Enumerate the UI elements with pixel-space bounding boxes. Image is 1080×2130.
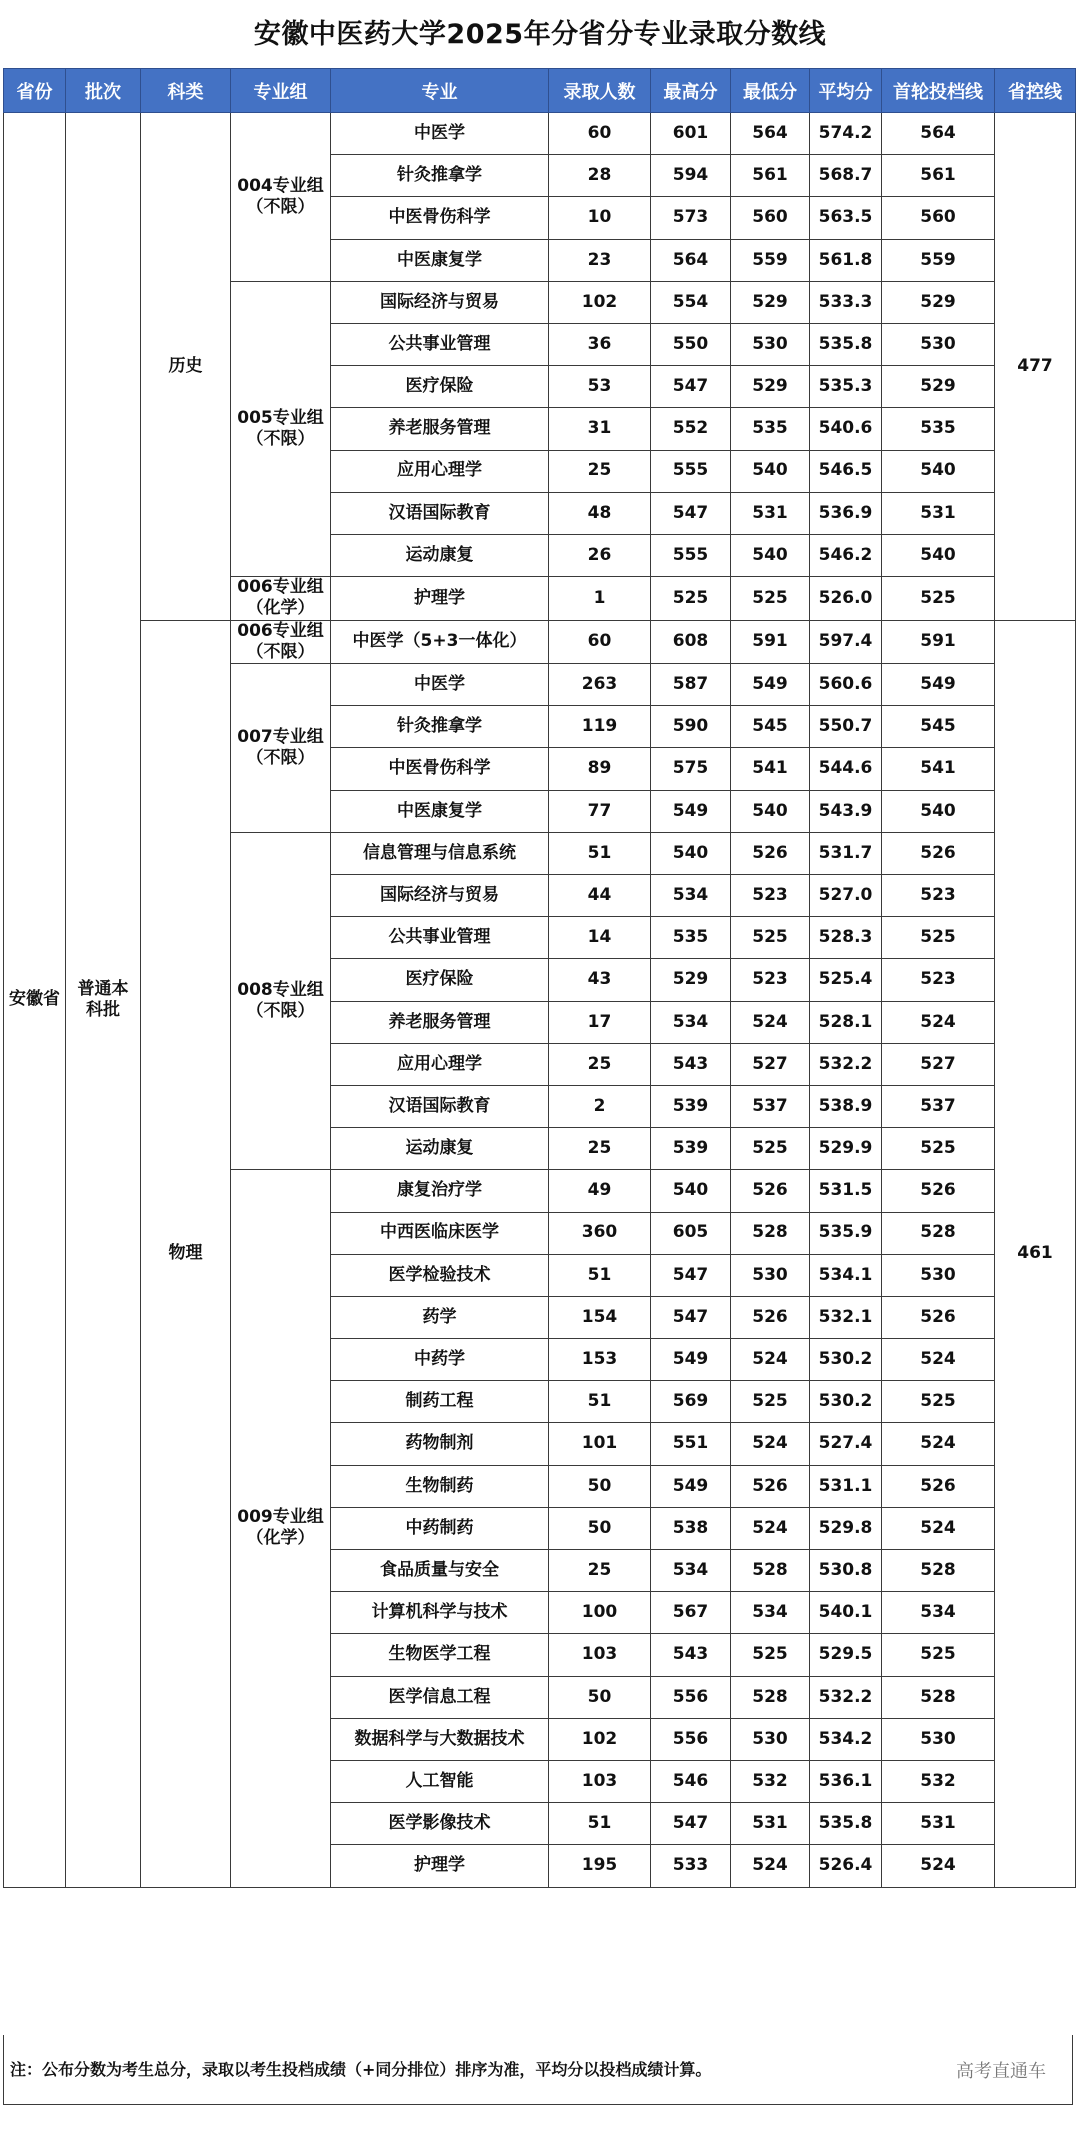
max-score-cell: 547 [651,1803,731,1845]
first-line-cell: 540 [882,534,995,576]
count-cell: 28 [549,155,651,197]
avg-score-cell: 536.9 [810,492,882,534]
first-line-cell: 535 [882,408,995,450]
max-score-cell: 540 [651,832,731,874]
min-score-cell: 526 [731,1296,810,1338]
min-score-cell: 560 [731,197,810,239]
min-score-cell: 529 [731,281,810,323]
group-cell: 005专业组（不限） [231,281,331,576]
first-line-cell: 526 [882,832,995,874]
count-cell: 51 [549,1254,651,1296]
avg-score-cell: 534.2 [810,1718,882,1760]
major-cell: 运动康复 [331,534,549,576]
avg-score-cell: 546.2 [810,534,882,576]
first-line-cell: 529 [882,366,995,408]
major-cell: 应用心理学 [331,1043,549,1085]
count-cell: 119 [549,706,651,748]
max-score-cell: 556 [651,1718,731,1760]
max-score-cell: 538 [651,1507,731,1549]
min-score-cell: 524 [731,1845,810,1887]
major-cell: 国际经济与贸易 [331,875,549,917]
count-cell: 25 [549,1043,651,1085]
control-line-cell: 461 [995,620,1076,1887]
first-line-cell: 534 [882,1592,995,1634]
group-cell: 009专业组（化学） [231,1170,331,1887]
max-score-cell: 529 [651,959,731,1001]
header-batch: 批次 [66,69,141,113]
count-cell: 51 [549,832,651,874]
major-cell: 医学检验技术 [331,1254,549,1296]
header-max: 最高分 [651,69,731,113]
first-line-cell: 524 [882,1001,995,1043]
max-score-cell: 555 [651,450,731,492]
major-cell: 医疗保险 [331,959,549,1001]
min-score-cell: 591 [731,620,810,664]
avg-score-cell: 535.8 [810,323,882,365]
first-line-cell: 526 [882,1296,995,1338]
min-score-cell: 526 [731,1170,810,1212]
min-score-cell: 531 [731,1803,810,1845]
avg-score-cell: 535.8 [810,1803,882,1845]
major-cell: 汉语国际教育 [331,1085,549,1127]
header-province: 省份 [4,69,66,113]
subject-cell: 历史 [141,113,231,621]
first-line-cell: 530 [882,1254,995,1296]
min-score-cell: 549 [731,664,810,706]
table-row [4,620,1076,664]
major-cell: 针灸推拿学 [331,706,549,748]
footnote: 注：公布分数为考生总分，录取以考生投档成绩（+同分排位）排序为准，平均分以投档成绩计算。 [10,2060,712,2079]
major-cell: 公共事业管理 [331,323,549,365]
header-major: 专业 [331,69,549,113]
min-score-cell: 531 [731,492,810,534]
avg-score-cell: 540.1 [810,1592,882,1634]
avg-score-cell: 532.1 [810,1296,882,1338]
major-cell: 中医学（5+3一体化） [331,620,549,664]
first-line-cell: 525 [882,917,995,959]
major-cell: 药学 [331,1296,549,1338]
count-cell: 25 [549,450,651,492]
avg-score-cell: 534.1 [810,1254,882,1296]
major-cell: 医学信息工程 [331,1676,549,1718]
avg-score-cell: 529.8 [810,1507,882,1549]
min-score-cell: 532 [731,1760,810,1802]
avg-score-cell: 530.2 [810,1381,882,1423]
major-cell: 中医康复学 [331,239,549,281]
major-cell: 医学影像技术 [331,1803,549,1845]
first-line-cell: 525 [882,1381,995,1423]
first-line-cell: 532 [882,1760,995,1802]
max-score-cell: 551 [651,1423,731,1465]
first-line-cell: 530 [882,1718,995,1760]
max-score-cell: 601 [651,113,731,155]
max-score-cell: 547 [651,492,731,534]
avg-score-cell: 536.1 [810,1760,882,1802]
max-score-cell: 543 [651,1043,731,1085]
max-score-cell: 547 [651,366,731,408]
count-cell: 49 [549,1170,651,1212]
first-line-cell: 540 [882,790,995,832]
major-cell: 护理学 [331,1845,549,1887]
min-score-cell: 528 [731,1212,810,1254]
major-cell: 生物制药 [331,1465,549,1507]
first-line-cell: 530 [882,323,995,365]
subject-cell: 物理 [141,620,231,1887]
max-score-cell: 573 [651,197,731,239]
major-cell: 中医学 [331,664,549,706]
min-score-cell: 534 [731,1592,810,1634]
first-line-cell: 524 [882,1423,995,1465]
avg-score-cell: 528.3 [810,917,882,959]
major-cell: 养老服务管理 [331,408,549,450]
min-score-cell: 559 [731,239,810,281]
first-line-cell: 526 [882,1465,995,1507]
count-cell: 103 [549,1760,651,1802]
min-score-cell: 545 [731,706,810,748]
table-header-row [4,69,1076,113]
major-cell: 中西医临床医学 [331,1212,549,1254]
first-line-cell: 523 [882,875,995,917]
first-line-cell: 528 [882,1550,995,1592]
count-cell: 50 [549,1676,651,1718]
max-score-cell: 547 [651,1254,731,1296]
major-cell: 数据科学与大数据技术 [331,1718,549,1760]
min-score-cell: 525 [731,577,810,621]
max-score-cell: 534 [651,1001,731,1043]
count-cell: 100 [549,1592,651,1634]
major-cell: 中医康复学 [331,790,549,832]
major-cell: 中药制药 [331,1507,549,1549]
first-line-cell: 531 [882,1803,995,1845]
count-cell: 1 [549,577,651,621]
count-cell: 77 [549,790,651,832]
count-cell: 17 [549,1001,651,1043]
avg-score-cell: 532.2 [810,1676,882,1718]
major-cell: 运动康复 [331,1128,549,1170]
avg-score-cell: 561.8 [810,239,882,281]
max-score-cell: 555 [651,534,731,576]
avg-score-cell: 527.0 [810,875,882,917]
first-line-cell: 559 [882,239,995,281]
avg-score-cell: 530.2 [810,1339,882,1381]
max-score-cell: 534 [651,875,731,917]
max-score-cell: 535 [651,917,731,959]
min-score-cell: 564 [731,113,810,155]
avg-score-cell: 543.9 [810,790,882,832]
min-score-cell: 527 [731,1043,810,1085]
count-cell: 43 [549,959,651,1001]
first-line-cell: 541 [882,748,995,790]
major-cell: 制药工程 [331,1381,549,1423]
min-score-cell: 530 [731,323,810,365]
max-score-cell: 608 [651,620,731,664]
avg-score-cell: 574.2 [810,113,882,155]
max-score-cell: 605 [651,1212,731,1254]
header-control-line: 省控线 [995,69,1076,113]
min-score-cell: 526 [731,832,810,874]
avg-score-cell: 531.1 [810,1465,882,1507]
min-score-cell: 523 [731,959,810,1001]
first-line-cell: 524 [882,1845,995,1887]
first-line-cell: 526 [882,1170,995,1212]
max-score-cell: 543 [651,1634,731,1676]
avg-score-cell: 550.7 [810,706,882,748]
count-cell: 263 [549,664,651,706]
count-cell: 10 [549,197,651,239]
major-cell: 国际经济与贸易 [331,281,549,323]
first-line-cell: 525 [882,1634,995,1676]
group-cell: 006专业组（不限） [231,620,331,664]
first-line-cell: 528 [882,1212,995,1254]
max-score-cell: 550 [651,323,731,365]
group-cell: 004专业组（不限） [231,113,331,282]
avg-score-cell: 526.0 [810,577,882,621]
avg-score-cell: 546.5 [810,450,882,492]
count-cell: 26 [549,534,651,576]
avg-score-cell: 597.4 [810,620,882,664]
count-cell: 36 [549,323,651,365]
count-cell: 154 [549,1296,651,1338]
admission-score-table [3,68,1076,1888]
count-cell: 51 [549,1381,651,1423]
min-score-cell: 528 [731,1550,810,1592]
max-score-cell: 564 [651,239,731,281]
min-score-cell: 524 [731,1423,810,1465]
min-score-cell: 524 [731,1339,810,1381]
count-cell: 25 [549,1550,651,1592]
count-cell: 153 [549,1339,651,1381]
first-line-cell: 537 [882,1085,995,1127]
min-score-cell: 561 [731,155,810,197]
avg-score-cell: 533.3 [810,281,882,323]
group-cell: 007专业组（不限） [231,664,331,833]
avg-score-cell: 563.5 [810,197,882,239]
count-cell: 51 [549,1803,651,1845]
max-score-cell: 552 [651,408,731,450]
first-line-cell: 591 [882,620,995,664]
first-line-cell: 561 [882,155,995,197]
first-line-cell: 540 [882,450,995,492]
avg-score-cell: 535.9 [810,1212,882,1254]
min-score-cell: 525 [731,1634,810,1676]
avg-score-cell: 538.9 [810,1085,882,1127]
major-cell: 医疗保险 [331,366,549,408]
max-score-cell: 534 [651,1550,731,1592]
min-score-cell: 530 [731,1254,810,1296]
major-cell: 计算机科学与技术 [331,1592,549,1634]
first-line-cell: 527 [882,1043,995,1085]
count-cell: 195 [549,1845,651,1887]
min-score-cell: 537 [731,1085,810,1127]
major-cell: 中医骨伤科学 [331,748,549,790]
max-score-cell: 575 [651,748,731,790]
max-score-cell: 540 [651,1170,731,1212]
avg-score-cell: 530.8 [810,1550,882,1592]
count-cell: 60 [549,620,651,664]
major-cell: 中医学 [331,113,549,155]
count-cell: 89 [549,748,651,790]
min-score-cell: 525 [731,1381,810,1423]
min-score-cell: 525 [731,1128,810,1170]
min-score-cell: 524 [731,1001,810,1043]
avg-score-cell: 529.5 [810,1634,882,1676]
min-score-cell: 525 [731,917,810,959]
first-line-cell: 523 [882,959,995,1001]
count-cell: 25 [549,1128,651,1170]
avg-score-cell: 544.6 [810,748,882,790]
major-cell: 生物医学工程 [331,1634,549,1676]
min-score-cell: 540 [731,790,810,832]
major-cell: 信息管理与信息系统 [331,832,549,874]
watermark: 高考直通车 [956,2061,1046,2082]
count-cell: 360 [549,1212,651,1254]
major-cell: 护理学 [331,577,549,621]
major-cell: 汉语国际教育 [331,492,549,534]
min-score-cell: 528 [731,1676,810,1718]
min-score-cell: 530 [731,1718,810,1760]
table-body [4,113,1076,1888]
major-cell: 康复治疗学 [331,1170,549,1212]
header-avg: 平均分 [810,69,882,113]
major-cell: 食品质量与安全 [331,1550,549,1592]
first-line-cell: 524 [882,1339,995,1381]
header-subject: 科类 [141,69,231,113]
min-score-cell: 529 [731,366,810,408]
count-cell: 44 [549,875,651,917]
max-score-cell: 587 [651,664,731,706]
count-cell: 50 [549,1507,651,1549]
first-line-cell: 528 [882,1676,995,1718]
header-group: 专业组 [231,69,331,113]
max-score-cell: 549 [651,1465,731,1507]
first-line-cell: 524 [882,1507,995,1549]
count-cell: 102 [549,281,651,323]
max-score-cell: 546 [651,1760,731,1802]
max-score-cell: 590 [651,706,731,748]
max-score-cell: 569 [651,1381,731,1423]
count-cell: 101 [549,1423,651,1465]
table-row [4,113,1076,155]
first-line-cell: 545 [882,706,995,748]
avg-score-cell: 540.6 [810,408,882,450]
min-score-cell: 535 [731,408,810,450]
count-cell: 2 [549,1085,651,1127]
count-cell: 23 [549,239,651,281]
header-first-line: 首轮投档线 [882,69,995,113]
max-score-cell: 549 [651,1339,731,1381]
avg-score-cell: 526.4 [810,1845,882,1887]
avg-score-cell: 532.2 [810,1043,882,1085]
min-score-cell: 524 [731,1507,810,1549]
max-score-cell: 594 [651,155,731,197]
major-cell: 养老服务管理 [331,1001,549,1043]
min-score-cell: 541 [731,748,810,790]
count-cell: 31 [549,408,651,450]
first-line-cell: 531 [882,492,995,534]
header-count: 录取人数 [549,69,651,113]
count-cell: 50 [549,1465,651,1507]
group-cell: 006专业组（化学） [231,577,331,621]
footer-note-box [3,2035,1073,2105]
major-cell: 公共事业管理 [331,917,549,959]
avg-score-cell: 529.9 [810,1128,882,1170]
count-cell: 103 [549,1634,651,1676]
max-score-cell: 533 [651,1845,731,1887]
count-cell: 102 [549,1718,651,1760]
min-score-cell: 540 [731,450,810,492]
first-line-cell: 525 [882,577,995,621]
max-score-cell: 554 [651,281,731,323]
count-cell: 14 [549,917,651,959]
page-title: 安徽中医药大学2025年分省分专业录取分数线 [253,19,827,50]
max-score-cell: 547 [651,1296,731,1338]
min-score-cell: 540 [731,534,810,576]
major-cell: 中医骨伤科学 [331,197,549,239]
min-score-cell: 523 [731,875,810,917]
avg-score-cell: 531.5 [810,1170,882,1212]
first-line-cell: 549 [882,664,995,706]
max-score-cell: 525 [651,577,731,621]
header-min: 最低分 [731,69,810,113]
avg-score-cell: 528.1 [810,1001,882,1043]
major-cell: 应用心理学 [331,450,549,492]
avg-score-cell: 568.7 [810,155,882,197]
first-line-cell: 564 [882,113,995,155]
control-line-cell: 477 [995,113,1076,621]
major-cell: 中药学 [331,1339,549,1381]
first-line-cell: 525 [882,1128,995,1170]
max-score-cell: 539 [651,1085,731,1127]
count-cell: 60 [549,113,651,155]
avg-score-cell: 560.6 [810,664,882,706]
avg-score-cell: 527.4 [810,1423,882,1465]
max-score-cell: 539 [651,1128,731,1170]
count-cell: 48 [549,492,651,534]
major-cell: 针灸推拿学 [331,155,549,197]
count-cell: 53 [549,366,651,408]
major-cell: 人工智能 [331,1760,549,1802]
max-score-cell: 567 [651,1592,731,1634]
major-cell: 药物制剂 [331,1423,549,1465]
avg-score-cell: 531.7 [810,832,882,874]
min-score-cell: 526 [731,1465,810,1507]
avg-score-cell: 525.4 [810,959,882,1001]
avg-score-cell: 535.3 [810,366,882,408]
max-score-cell: 556 [651,1676,731,1718]
first-line-cell: 529 [882,281,995,323]
max-score-cell: 549 [651,790,731,832]
group-cell: 008专业组（不限） [231,832,331,1170]
batch-cell: 普通本科批 [66,113,141,1888]
province-cell: 安徽省 [4,113,66,1888]
first-line-cell: 560 [882,197,995,239]
